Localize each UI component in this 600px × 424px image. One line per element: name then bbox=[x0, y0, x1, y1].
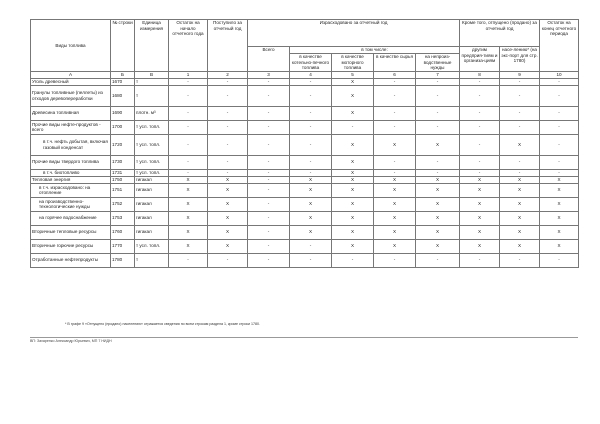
row-value-cell: - bbox=[500, 106, 540, 120]
row-value-cell: X bbox=[460, 239, 500, 253]
header-as-motor-fuel: в качестве моторного топлива bbox=[332, 54, 374, 72]
header-of-which: в том числе: bbox=[290, 47, 460, 54]
row-value-cell: X bbox=[208, 225, 248, 239]
row-unit: гигакал bbox=[135, 197, 169, 211]
row-value-cell: - bbox=[460, 134, 500, 155]
row-fuel-name: на горячее водоснабжение bbox=[31, 211, 111, 225]
row-value-cell: - bbox=[208, 120, 248, 134]
row-value-cell: X bbox=[500, 197, 540, 211]
row-value-cell: X bbox=[500, 225, 540, 239]
column-number: 8 bbox=[460, 71, 500, 78]
row-value-cell: - bbox=[169, 85, 208, 106]
table-header bbox=[31, 20, 579, 79]
row-value-cell: - bbox=[416, 155, 460, 169]
row-code: 1680 bbox=[111, 85, 135, 106]
row-value-cell: - bbox=[416, 78, 460, 85]
row-value-cell: X bbox=[500, 211, 540, 225]
row-value-cell: - bbox=[416, 85, 460, 106]
row-value-cell: X bbox=[540, 197, 579, 211]
row-value-cell: - bbox=[208, 78, 248, 85]
row-value-cell: - bbox=[374, 253, 416, 267]
row-value-cell: X bbox=[460, 176, 500, 183]
row-value-cell: - bbox=[248, 225, 290, 239]
row-unit: т усл. топл. bbox=[135, 120, 169, 134]
row-value-cell: X bbox=[374, 176, 416, 183]
row-unit: гигакал bbox=[135, 183, 169, 197]
row-code: 1670 bbox=[111, 78, 135, 85]
row-value-cell: X bbox=[460, 197, 500, 211]
table-row bbox=[31, 176, 579, 183]
footer-signature: ВП: Захаренко Александр Юрьевич, МП 7 НИДН bbox=[30, 339, 112, 343]
row-value-cell: X bbox=[500, 183, 540, 197]
row-value-cell: X bbox=[416, 183, 460, 197]
row-unit: т bbox=[135, 78, 169, 85]
row-value-cell: - bbox=[169, 169, 208, 176]
row-unit: гигакал bbox=[135, 225, 169, 239]
header-total: Всего bbox=[248, 47, 290, 72]
row-value-cell: - bbox=[248, 155, 290, 169]
row-value-cell: X bbox=[290, 183, 332, 197]
row-value-cell: - bbox=[169, 120, 208, 134]
row-value-cell: - bbox=[374, 106, 416, 120]
row-value-cell: - bbox=[248, 183, 290, 197]
row-value-cell: - bbox=[208, 253, 248, 267]
row-value-cell: - bbox=[460, 155, 500, 169]
row-fuel-name: Отработанные нефтепродукты bbox=[31, 253, 111, 267]
row-value-cell: - bbox=[416, 253, 460, 267]
row-value-cell: - bbox=[169, 155, 208, 169]
row-value-cell: X bbox=[290, 176, 332, 183]
row-value-cell: - bbox=[208, 155, 248, 169]
row-code: 1690 bbox=[111, 106, 135, 120]
row-value-cell: - bbox=[208, 134, 248, 155]
row-fuel-name: Тепловая энергия bbox=[31, 176, 111, 183]
header-as-boiler-fuel: в качестве котельно-печного топлива bbox=[290, 54, 332, 72]
row-value-cell: - bbox=[460, 169, 500, 176]
row-value-cell: - bbox=[290, 78, 332, 85]
row-code: 1752 bbox=[111, 197, 135, 211]
row-value-cell: X bbox=[416, 225, 460, 239]
column-number: Б bbox=[111, 71, 135, 78]
row-value-cell: - bbox=[248, 106, 290, 120]
table-row bbox=[31, 155, 579, 169]
row-value-cell: - bbox=[248, 239, 290, 253]
row-value-cell: X bbox=[208, 183, 248, 197]
column-number: 5 bbox=[332, 71, 374, 78]
table-row bbox=[31, 134, 579, 155]
row-value-cell: - bbox=[248, 120, 290, 134]
row-value-cell: - bbox=[374, 78, 416, 85]
header-other-enterprises: другим предприя-тиям и организа-циям bbox=[460, 47, 500, 72]
row-value-cell: X bbox=[374, 239, 416, 253]
row-value-cell: - bbox=[460, 78, 500, 85]
row-value-cell: - bbox=[500, 85, 540, 106]
row-code: 1780 bbox=[111, 253, 135, 267]
row-value-cell: - bbox=[332, 120, 374, 134]
row-value-cell: X bbox=[169, 176, 208, 183]
row-value-cell: - bbox=[290, 169, 332, 176]
row-value-cell: X bbox=[540, 225, 579, 239]
row-fuel-name: в т.ч. нефть добытая, включая газовый конденсат bbox=[31, 134, 111, 155]
header-received: Поступило за отчетный год bbox=[208, 20, 248, 72]
row-value-cell: - bbox=[248, 176, 290, 183]
row-value-cell: X bbox=[540, 211, 579, 225]
row-value-cell: X bbox=[460, 225, 500, 239]
row-value-cell: X bbox=[374, 225, 416, 239]
row-code: 1760 bbox=[111, 225, 135, 239]
row-value-cell: - bbox=[208, 85, 248, 106]
row-value-cell: X bbox=[332, 134, 374, 155]
row-value-cell: - bbox=[540, 78, 579, 85]
row-value-cell: - bbox=[500, 120, 540, 134]
row-unit: т усл. топл. bbox=[135, 155, 169, 169]
row-code: 1731 bbox=[111, 169, 135, 176]
column-number: 9 bbox=[500, 71, 540, 78]
header-as-raw: в качестве сырья bbox=[374, 54, 416, 72]
column-number: 6 bbox=[374, 71, 416, 78]
row-value-cell: X bbox=[332, 85, 374, 106]
row-value-cell: X bbox=[332, 225, 374, 239]
row-fuel-name: в т.ч. биотопливо bbox=[31, 169, 111, 176]
row-value-cell: - bbox=[540, 106, 579, 120]
row-value-cell: X bbox=[332, 197, 374, 211]
row-value-cell: X bbox=[290, 197, 332, 211]
table-row bbox=[31, 211, 579, 225]
row-value-cell: X bbox=[332, 155, 374, 169]
row-value-cell: X bbox=[374, 183, 416, 197]
row-value-cell: - bbox=[500, 78, 540, 85]
row-value-cell: - bbox=[169, 78, 208, 85]
row-value-cell: X bbox=[500, 176, 540, 183]
row-value-cell: - bbox=[540, 85, 579, 106]
row-unit: плотн. м³ bbox=[135, 106, 169, 120]
row-value-cell: X bbox=[208, 211, 248, 225]
column-number: В bbox=[135, 71, 169, 78]
footnote: * В графе 9 «Отпущено (продано) населению» отражается сведения по всем строкам раздела 1, кроме строки 1780. bbox=[65, 322, 260, 326]
row-value-cell: - bbox=[208, 169, 248, 176]
row-value-cell: X bbox=[332, 106, 374, 120]
row-value-cell: - bbox=[540, 169, 579, 176]
row-value-cell: X bbox=[290, 225, 332, 239]
row-code: 1750 bbox=[111, 176, 135, 183]
header-consumed: Израсходовано за отчетный год bbox=[248, 20, 460, 47]
table-row bbox=[31, 197, 579, 211]
row-code: 1753 bbox=[111, 211, 135, 225]
row-value-cell: - bbox=[460, 106, 500, 120]
row-fuel-name: на производственно-технологические нужды bbox=[31, 197, 111, 211]
row-fuel-name: в т.ч. израсходовано: на отопление bbox=[31, 183, 111, 197]
table-row bbox=[31, 106, 579, 120]
row-value-cell: X bbox=[332, 183, 374, 197]
row-value-cell: X bbox=[374, 211, 416, 225]
row-value-cell: X bbox=[416, 176, 460, 183]
row-value-cell: - bbox=[290, 106, 332, 120]
column-number: 7 bbox=[416, 71, 460, 78]
header-non-fuel: на непроиз-водственные нужды bbox=[416, 54, 460, 72]
column-number: 3 bbox=[248, 71, 290, 78]
row-value-cell: X bbox=[500, 239, 540, 253]
row-code: 1770 bbox=[111, 239, 135, 253]
row-value-cell: - bbox=[248, 253, 290, 267]
row-value-cell: - bbox=[290, 134, 332, 155]
row-fuel-name: Уголь древесный bbox=[31, 78, 111, 85]
row-value-cell: X bbox=[169, 225, 208, 239]
row-value-cell: - bbox=[374, 169, 416, 176]
row-value-cell: X bbox=[374, 134, 416, 155]
row-fuel-name: Прочие виды нефте-продуктов - всего bbox=[31, 120, 111, 134]
row-value-cell: - bbox=[169, 253, 208, 267]
column-number: А bbox=[31, 71, 111, 78]
header-unit: Единица измерения bbox=[135, 20, 169, 72]
row-value-cell: - bbox=[290, 239, 332, 253]
row-value-cell: X bbox=[332, 169, 374, 176]
row-unit: т усл. топл. bbox=[135, 134, 169, 155]
row-value-cell: - bbox=[540, 120, 579, 134]
row-value-cell: X bbox=[460, 211, 500, 225]
row-value-cell: - bbox=[416, 169, 460, 176]
row-value-cell: - bbox=[460, 253, 500, 267]
table-row bbox=[31, 225, 579, 239]
table-row bbox=[31, 85, 579, 106]
row-fuel-name: Гранулы топливные (пеллеты) из отходов деревопереработки bbox=[31, 85, 111, 106]
row-value-cell: X bbox=[540, 176, 579, 183]
table-row bbox=[31, 169, 579, 176]
row-value-cell: X bbox=[540, 183, 579, 197]
row-value-cell: - bbox=[290, 85, 332, 106]
row-value-cell: X bbox=[416, 239, 460, 253]
row-value-cell: - bbox=[460, 85, 500, 106]
row-fuel-name: Прочие виды твердого топлива bbox=[31, 155, 111, 169]
row-value-cell: - bbox=[416, 106, 460, 120]
row-value-cell: - bbox=[416, 120, 460, 134]
row-unit: т усл. топл. bbox=[135, 169, 169, 176]
row-value-cell: X bbox=[332, 211, 374, 225]
header-row-number: № строки bbox=[111, 20, 135, 72]
table-row bbox=[31, 239, 579, 253]
row-value-cell: X bbox=[169, 211, 208, 225]
row-value-cell: X bbox=[169, 183, 208, 197]
row-value-cell: - bbox=[540, 134, 579, 155]
header-fuel-types: Виды топлива bbox=[31, 20, 111, 72]
table-row bbox=[31, 183, 579, 197]
row-value-cell: X bbox=[332, 78, 374, 85]
row-code: 1730 bbox=[111, 155, 135, 169]
row-value-cell: X bbox=[169, 239, 208, 253]
row-value-cell: X bbox=[208, 239, 248, 253]
row-value-cell: - bbox=[248, 78, 290, 85]
row-fuel-name: Древесина топливная bbox=[31, 106, 111, 120]
row-unit: т bbox=[135, 85, 169, 106]
header-end-balance: Остаток на конец отчетного периода bbox=[540, 20, 579, 72]
column-number: 2 bbox=[208, 71, 248, 78]
header-to-population: насе-лению* (на экс-порт для стр. 1780) bbox=[500, 47, 540, 72]
row-value-cell: X bbox=[208, 176, 248, 183]
row-unit: гигакал bbox=[135, 211, 169, 225]
row-value-cell: - bbox=[460, 120, 500, 134]
row-code: 1751 bbox=[111, 183, 135, 197]
row-code: 1700 bbox=[111, 120, 135, 134]
row-value-cell: - bbox=[540, 253, 579, 267]
table-row bbox=[31, 253, 579, 267]
table-row bbox=[31, 78, 579, 85]
row-value-cell: - bbox=[208, 106, 248, 120]
row-value-cell: - bbox=[500, 253, 540, 267]
row-value-cell: - bbox=[540, 155, 579, 169]
row-value-cell: - bbox=[374, 120, 416, 134]
row-fuel-name: Вторичные тепловые ресурсы bbox=[31, 225, 111, 239]
row-value-cell: X bbox=[416, 197, 460, 211]
footer-divider bbox=[30, 337, 578, 338]
table-row bbox=[31, 120, 579, 134]
column-number: 1 bbox=[169, 71, 208, 78]
row-value-cell: X bbox=[169, 197, 208, 211]
row-value-cell: - bbox=[332, 253, 374, 267]
column-number-row bbox=[31, 71, 579, 78]
row-value-cell: X bbox=[460, 183, 500, 197]
header-start-balance: Остаток на начало отчетного года bbox=[169, 20, 208, 72]
row-value-cell: - bbox=[374, 85, 416, 106]
row-value-cell: X bbox=[332, 239, 374, 253]
row-unit: гигакал bbox=[135, 176, 169, 183]
row-unit: т bbox=[135, 253, 169, 267]
row-value-cell: - bbox=[290, 155, 332, 169]
row-value-cell: - bbox=[500, 169, 540, 176]
row-value-cell: X bbox=[416, 211, 460, 225]
row-value-cell: - bbox=[374, 155, 416, 169]
row-value-cell: X bbox=[416, 134, 460, 155]
column-number: 4 bbox=[290, 71, 332, 78]
row-value-cell: - bbox=[248, 169, 290, 176]
row-value-cell: X bbox=[500, 134, 540, 155]
header-also-released: Кроме того, отпущено (продано) за отчетный год bbox=[460, 20, 540, 47]
row-value-cell: - bbox=[169, 106, 208, 120]
row-value-cell: - bbox=[248, 211, 290, 225]
row-value-cell: X bbox=[332, 176, 374, 183]
row-value-cell: X bbox=[208, 197, 248, 211]
row-value-cell: - bbox=[248, 134, 290, 155]
row-unit: т усл. топл. bbox=[135, 239, 169, 253]
table-body bbox=[31, 78, 579, 267]
column-number: 10 bbox=[540, 71, 579, 78]
row-value-cell: - bbox=[248, 85, 290, 106]
row-value-cell: - bbox=[290, 120, 332, 134]
row-value-cell: - bbox=[169, 134, 208, 155]
row-value-cell: X bbox=[540, 239, 579, 253]
row-value-cell: - bbox=[248, 197, 290, 211]
row-value-cell: - bbox=[290, 253, 332, 267]
fuel-balance-table bbox=[30, 19, 579, 268]
row-code: 1720 bbox=[111, 134, 135, 155]
row-value-cell: X bbox=[374, 197, 416, 211]
row-value-cell: - bbox=[500, 155, 540, 169]
row-value-cell: X bbox=[290, 211, 332, 225]
row-fuel-name: Вторичные горючие ресурсы bbox=[31, 239, 111, 253]
